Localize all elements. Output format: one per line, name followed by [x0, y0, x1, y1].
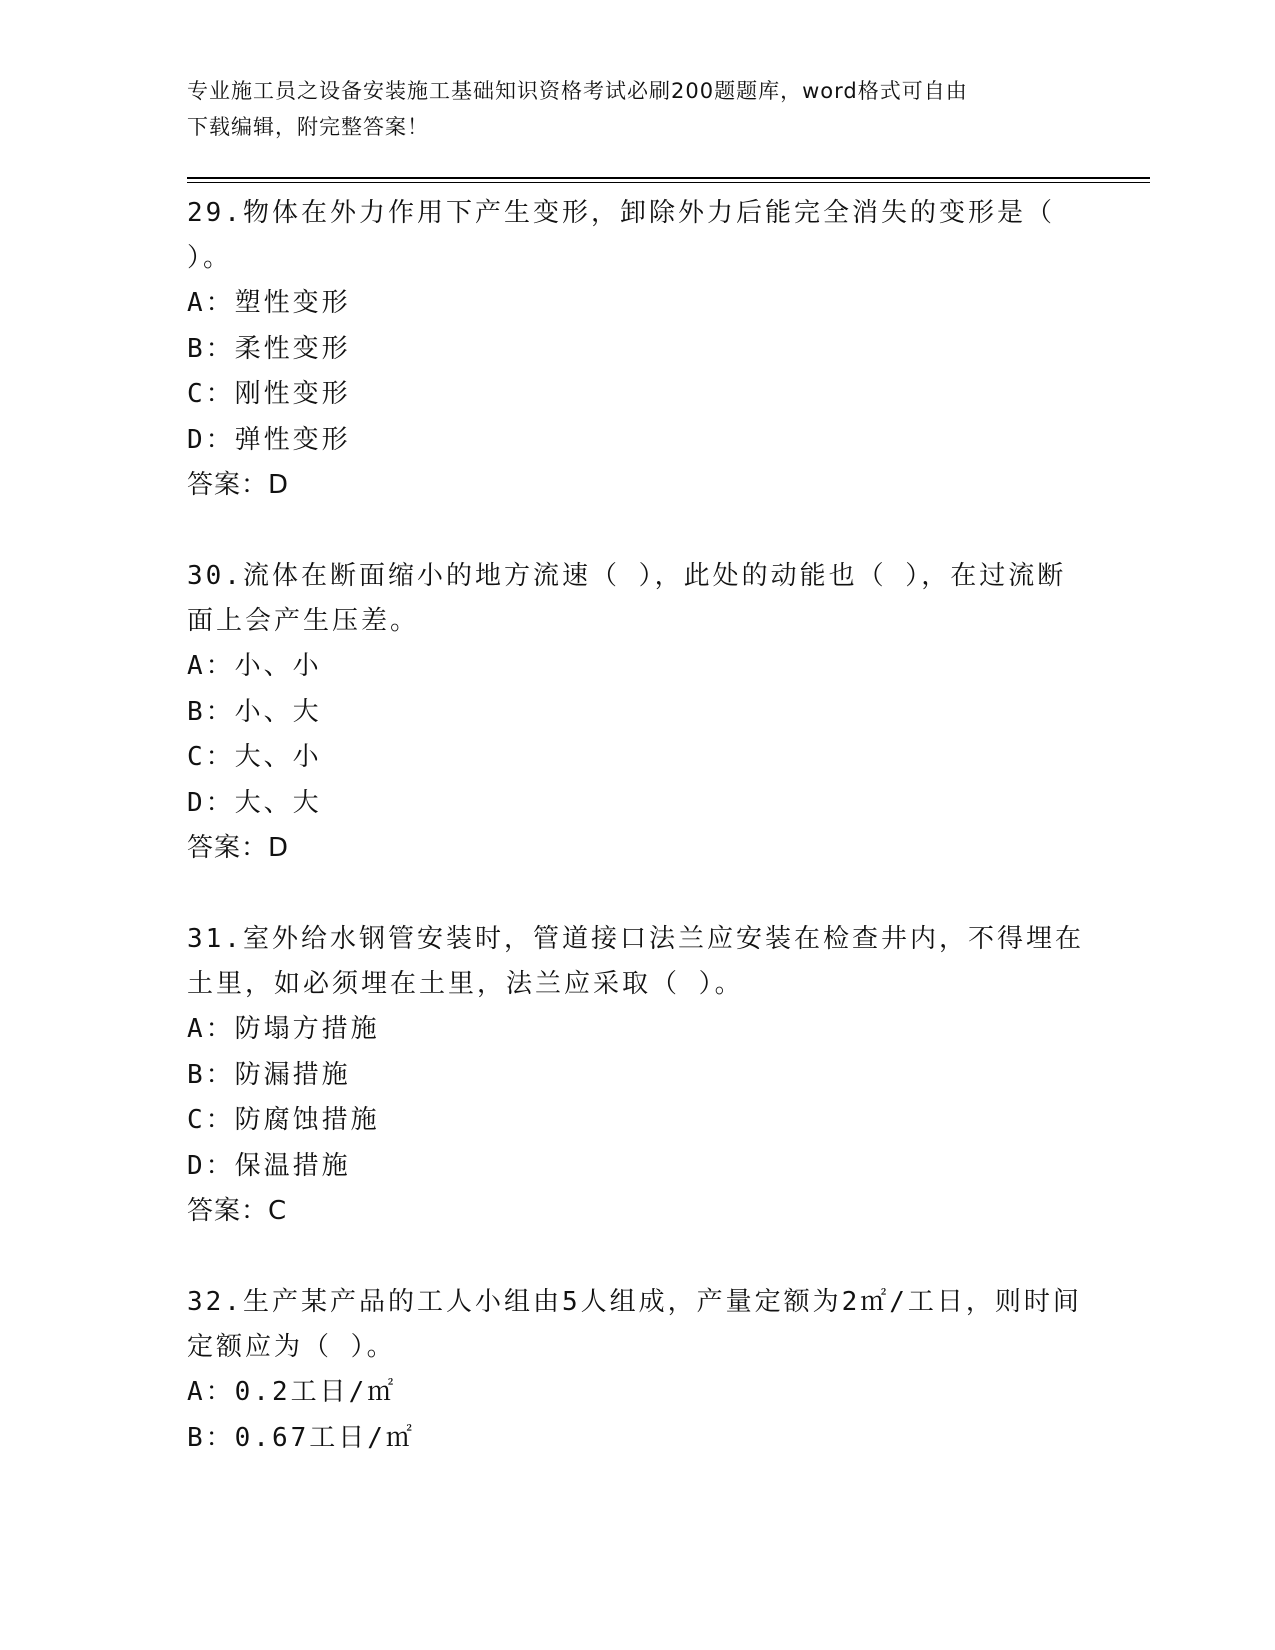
question-31 [187, 916, 1087, 1234]
stem-line: 定额应为（ ）。 [187, 1332, 396, 1362]
question-32 [187, 1279, 1087, 1461]
option-c: C：大、小 [187, 742, 322, 772]
stem-line: 面上会产生压差。 [187, 606, 420, 636]
option-b: B：0.67工日/㎡ [187, 1422, 415, 1453]
option-b: B：柔性变形 [187, 333, 351, 364]
stem-line: 31.室外给水钢管安装时，管道接口法兰应安装在检查井内，不得埋在 [187, 924, 1084, 954]
stem-line: 30.流体在断面缩小的地方流速（ ），此处的动能也（ ），在过流断 [187, 561, 1067, 591]
question-29 [187, 190, 1087, 508]
answer-line: 答案：D [187, 833, 290, 863]
option-b: B：小、大 [187, 696, 322, 727]
option-a: A：防塌方措施 [187, 1014, 380, 1044]
question-stem [187, 916, 1087, 1007]
question-stem [187, 190, 1087, 281]
option-d: D：大、大 [187, 787, 322, 818]
option-c: C：防腐蚀措施 [187, 1105, 380, 1135]
question-stem [187, 1279, 1087, 1370]
stem-line: ）。 [187, 243, 233, 273]
stem-line: 土里，如必须埋在土里，法兰应采取（ ）。 [187, 969, 744, 999]
document-header [187, 73, 1067, 145]
question-30 [187, 553, 1087, 871]
option-d: D：保温措施 [187, 1150, 351, 1181]
answer-line: 答案：C [187, 1196, 288, 1226]
stem-line: 32.生产某产品的工人小组由5人组成，产量定额为2㎡/工日，则时间 [187, 1287, 1082, 1317]
stem-line: 29.物体在外力作用下产生变形，卸除外力后能完全消失的变形是（ [187, 198, 1055, 228]
question-list [187, 190, 1087, 1461]
question-stem [187, 553, 1087, 644]
option-a: A：0.2工日/㎡ [187, 1377, 397, 1407]
option-c: C：刚性变形 [187, 379, 351, 409]
option-b: B：防漏措施 [187, 1059, 351, 1090]
option-a: A：塑性变形 [187, 288, 351, 318]
option-d: D：弹性变形 [187, 424, 351, 455]
header-rule-thin [187, 182, 1150, 183]
option-a: A：小、小 [187, 651, 322, 681]
answer-line: 答案：D [187, 470, 290, 500]
header-rule-thick [187, 177, 1150, 179]
header-line-2: 下载编辑，附完整答案！ [187, 115, 429, 139]
header-line-1: 专业施工员之设备安装施工基础知识资格考试必刷200题题库，word格式可自由 [187, 79, 968, 103]
